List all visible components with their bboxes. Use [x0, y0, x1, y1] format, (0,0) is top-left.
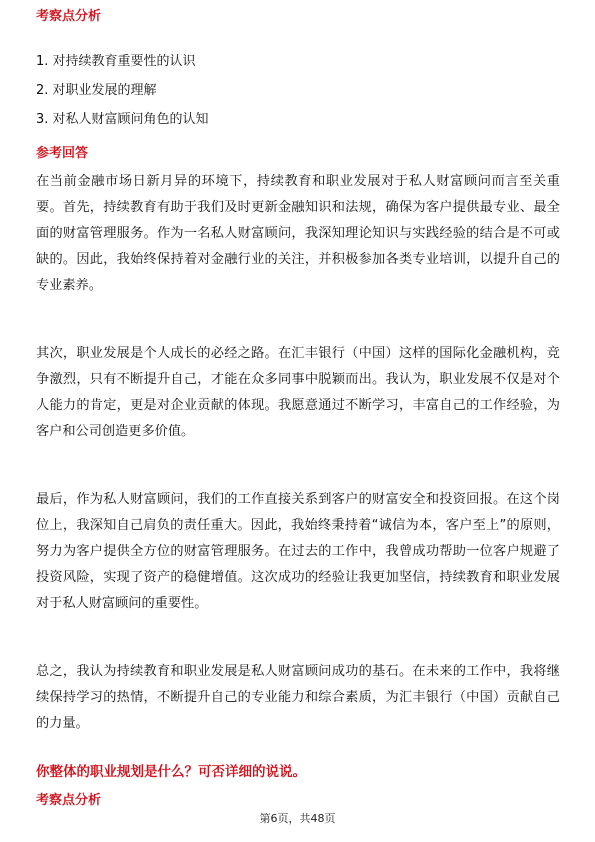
analysis-item-2: 2. 对职业发展的理解	[36, 83, 157, 98]
analysis-item-1: 1. 对持续教育重要性的认识	[36, 54, 196, 69]
section-heading-answer: 参考回答	[36, 146, 89, 161]
answer-paragraph-2: 其次，职业发展是个人成长的必经之路。在汇丰银行（中国）这样的国际化金融机构，竞争激烈，只有不断提升自己，才能在众多同事中脱颖而出。我认为，职业发展不仅是对个人能力的肯定，更是对企业贡献的体现。我愿意通过不断学习，丰富自己的工作经验，为客户和公司创造更多价值。	[36, 346, 560, 439]
analysis-item-3: 3. 对私人财富顾问角色的认知	[36, 112, 209, 127]
section-heading-analysis-2: 考察点分析	[36, 793, 102, 808]
answer-paragraph-3: 最后，作为私人财富顾问，我们的工作直接关系到客户的财富安全和投资回报。在这个岗位上，我深知自己肩负的责任重大。因此，我始终秉持着“诚信为本，客户至上”的原则，努力为客户提供全方位的财富管理服务。在过去的工作中，我曾成功帮助一位客户规避了投资风险，实现了资产的稳健增值。这次成功的经验让我更加坚信，持续教育和职业发展对于私人财富顾问的重要性。	[36, 492, 560, 611]
answer-paragraph-4: 总之，我认为持续教育和职业发展是私人财富顾问成功的基石。在未来的工作中，我将继续保持学习的热情，不断提升自己的专业能力和综合素质，为汇丰银行（中国）贡献自己的力量。	[36, 664, 560, 731]
next-question: 你整体的职业规划是什么？可否详细的说说。	[36, 764, 306, 780]
page-footer: 第6页，共48页	[259, 812, 336, 825]
answer-paragraph-1: 在当前金融市场日新月异的环境下，持续教育和职业发展对于私人财富顾问而言至关重要。首先，持续教育有助于我们及时更新金融知识和法规，确保为客户提供最专业、最全面的财富管理服务。作为一名私人财富顾问，我深知理论知识与实践经验的结合是不可或缺的。因此，我始终保持着对金融行业的关注，并积极参加各类专业培训，以提升自己的专业素养。	[36, 174, 560, 293]
section-heading-analysis: 考察点分析	[36, 9, 102, 24]
